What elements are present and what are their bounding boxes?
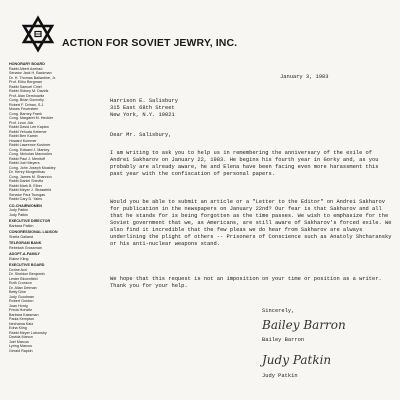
sidebar-member-name: Dr. H. Thomas Ballantine, Jr. [9,75,56,80]
organization-name: ACTION FOR SOVIET JEWRY, INC. [62,37,238,49]
sidebar-member-name: Nechama Katz [9,321,34,326]
sidebar-member-name: Rabbi David Lee Kaplan [9,125,49,129]
handwritten-signature: Judy Patkin [262,353,332,367]
sidebar-member-name: Dr. Allan Detman [9,285,37,290]
sidebar-heading: TELEGRAM BANK [9,241,42,245]
sidebar-member-name: Prof. Elihu Bergman [9,80,42,84]
sidebar-member-name: Rabbi Meyer Lubonsky [9,330,47,335]
letter-date: January 3, 1983 [280,74,329,80]
sidebar-spacer [9,353,101,355]
sidebar-member-name: Betty Dine [9,290,27,294]
recipient-address [110,98,178,119]
sidebar-member-name: Rabbi Yehuda Kelemer [9,129,47,134]
sidebar-member-name: Joel Marcus [9,339,29,344]
star-of-david-emblem-icon [18,14,58,54]
sidebar-member-name: Rabbi Sidney M. Davids [9,89,49,93]
sidebar-member-name: Barbara Patkin [9,223,34,228]
sidebar-member-name: Rabbi Albert Axelrad [9,66,43,71]
sidebar-member-name: Moses Feuerstein [9,107,39,111]
sidebar-member-name: Lester Bloomfield [9,276,38,281]
sidebar-member-name: Paula Kempton [9,317,35,321]
sidebar-member-name: Davida Manon [9,335,33,339]
sidebar-heading: EXECUTIVE DIRECTOR [9,219,51,223]
sidebar-member-name: Senator Paul Tsongas [9,192,46,197]
recipient-line: New York, N.Y. 10021 [110,112,175,118]
sidebar-member-name: Joan Honig [9,303,28,308]
sidebar-member-name: Sheila Galland [9,234,33,239]
sidebar-member-name: Judy Patkin [9,208,29,212]
salutation: Dear Mr. Salisbury, [110,132,172,138]
closing: Sincerely, [262,308,295,314]
sidebar-member-name: Gerald Rapkin [9,348,33,353]
sidebar-member-name: Cong. Barney Frank [9,111,42,116]
sidebar-heading: CO-CHAIRWOMEN [9,203,42,208]
sidebar-member-name: Dr. Henry Morgenthau [9,170,46,174]
recipient-line: 315 East 68th Street [110,105,175,111]
sidebar-member-name: Rabbi Meyer J. Strassfeld [9,188,52,192]
sidebar-heading: ADOPT-A-FAMILY [9,252,41,256]
sidebar-member-name: Rabbi Daniel Shevitz [9,179,44,183]
letter-paragraph: Would you be able to submit an article or a "Letter to the Editor" on Andrei Sakharov for publication in the newspapers on January 22nd? Our fear is that Sakharov and all that he stands for is being forgotten as the time passes. We wish to emphasize for the Soviet government that we, as Americans, are still aware of Sakharov's forced exile. We also find it incredible that the few pleas we do hear from Sakharov are always underlining the plight of others -- Prisoners of Conscience such as Anatoly Shcharansky or his anti-nuclear weapons stand. [110,199,392,247]
sidebar-member-name: Robert F. Drinan, S.J. [9,102,45,107]
sidebar-member-name: Edna Kling [9,326,27,330]
sidebar-member-name: Prof. Leon Jick [9,120,34,125]
sidebar-member-name: Cong. Margaret M. Heckler [9,116,54,120]
board-member-list [9,62,101,355]
sidebar-member-name: Rabbi Joel Meyers [9,161,40,165]
sidebar-member-name: Ruth Cronson [9,281,32,285]
sidebar-member-name: Rabbi Ben Kamin [9,134,38,138]
sidebar-member-name: Dorine Acri [9,267,28,272]
sidebar-heading: CONGRESSIONAL LIAISON [9,230,58,234]
signer-name: Bailey Barron [262,337,305,343]
sidebar-member-name: Rabbi Mark B. Elber [9,183,42,188]
sidebar-member-name: Rabbi Samuel Chiel [9,84,42,89]
recipient-line: Harrison E. Salisbury [110,98,178,104]
signer-name: Judy Patkin [262,373,298,379]
sidebar-member-name: Howard Kummer [9,138,37,143]
sidebar-member-name: Judy Goodman [9,294,35,299]
sidebar-member-name: Rabbi Paul J. Menitoff [9,156,46,161]
sidebar-member-name: Robert Gordon [9,299,34,303]
letter-paragraph: We hope that this request is not an imposition on your time or position as a writer. Thank you for your help. [110,276,382,289]
sidebar-member-name: Dr. Sheldon Benjamin [9,272,45,276]
sidebar-member-name: Judy Patkin [9,212,29,217]
sidebar-heading: EXECUTIVE BOARD [9,263,45,267]
sidebar-member-name: Rebekah Grossman [9,245,42,250]
sidebar-member-name: Rabbi Cary D. Yales [9,197,43,201]
sidebar-member-name: Prof. Alan Dershowitz [9,93,45,98]
sidebar-member-name: Cong. James M. Shannon [9,174,52,179]
sidebar-member-name: Cong. John Joseph Moakley [9,165,56,170]
handwritten-signature: Bailey Barron [262,318,346,332]
letter-paragraph: I am writing to ask you to help us in remembering the anniversary of the exile of Andrei Sakharov on January 22, 1983. He begins his fourth year in Gorky and, as you probably are already aware, he and Elena have been facing even more harassment this past year with the confiscation of personal papers. [110,150,379,177]
sidebar-member-name: Cong. Nicholas Mavroules [9,152,53,156]
sidebar-member-name: Rabbi Lawrence Kushner [9,143,51,147]
sidebar-member-name: Freda Horwitz [9,308,32,312]
sidebar-member-name: Elaine Kling [9,256,29,261]
sidebar-member-name: Barbara Kassman [9,312,39,317]
sidebar-heading: HONORARY BOARD [9,62,45,66]
sidebar-member-name: Senator Jack H. Backman [9,71,52,75]
sidebar-member-name: Cong. Edward J. Markey [9,147,50,152]
sidebar-member-name: Cong. Brian Donnelly [9,98,44,102]
sidebar-member-name: Lyring Marcus [9,344,33,348]
